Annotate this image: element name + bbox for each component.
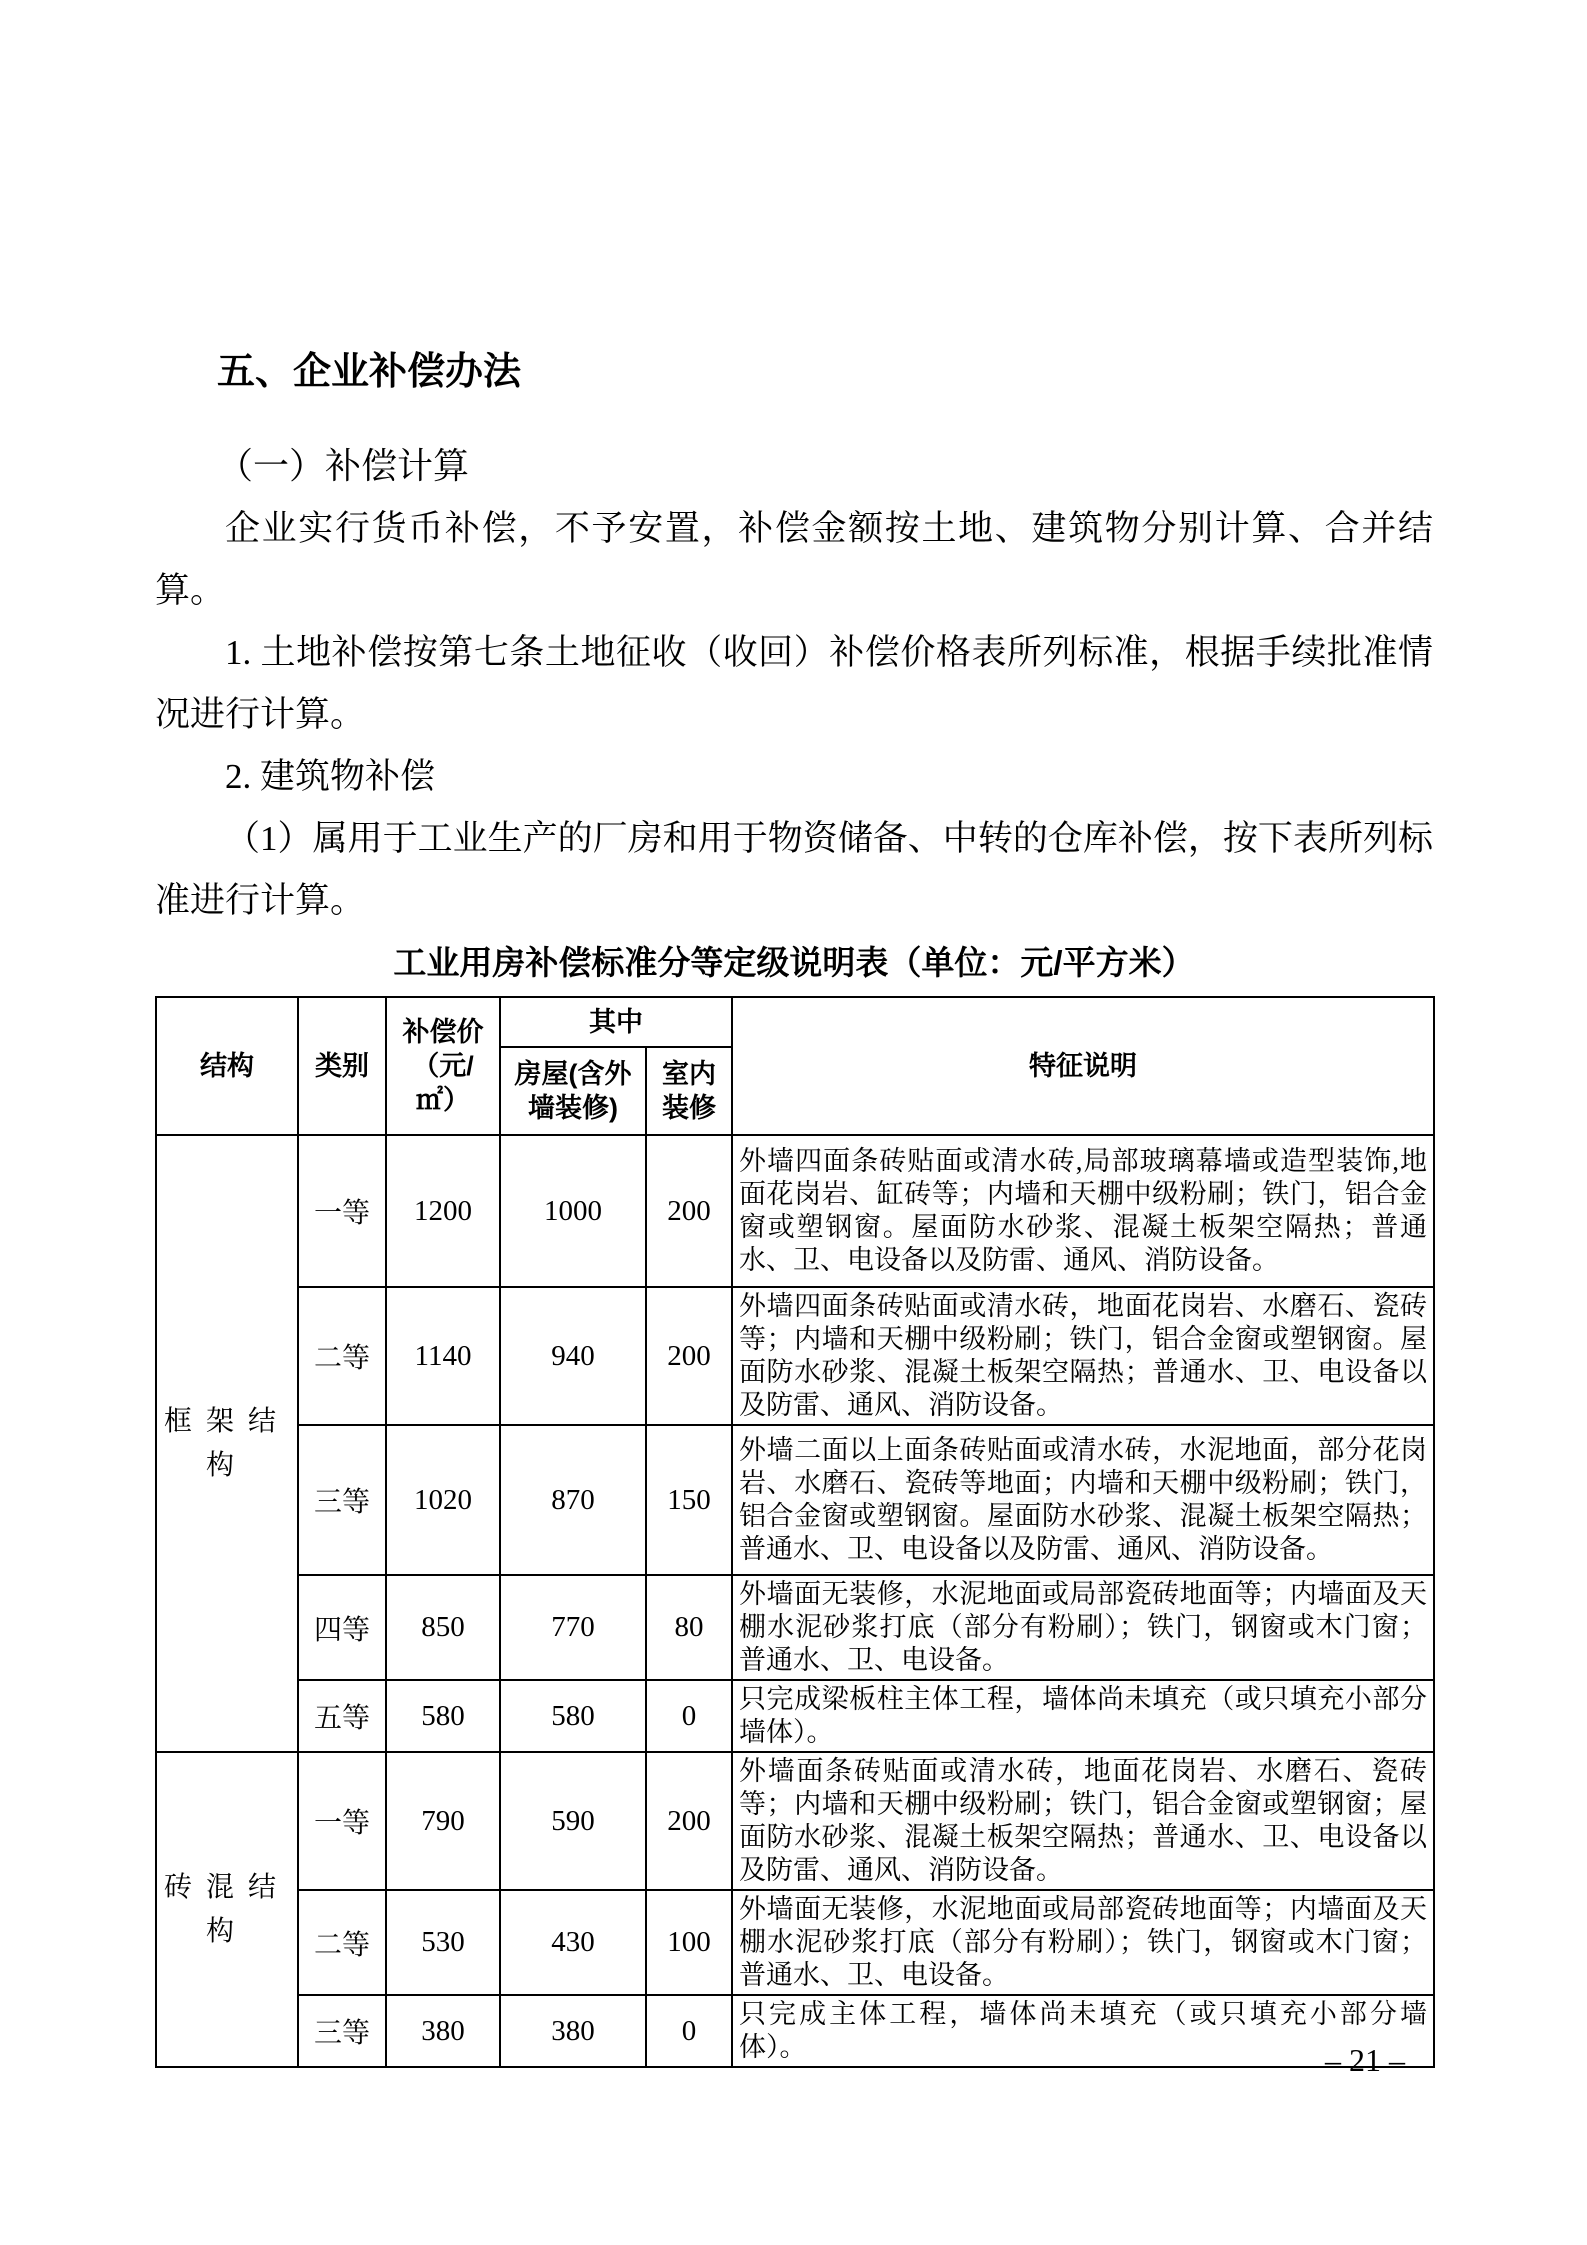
cell-house: 580	[500, 1680, 646, 1752]
cell-house: 380	[500, 1995, 646, 2067]
compensation-table	[155, 996, 1435, 2068]
cell-description: 外墙四面条砖贴面或清水砖，地面花岗岩、水磨石、瓷砖等；内墙和天棚中级粉刷；铁门，铝合金窗或塑钢窗。屋面防水砂浆、混凝土板架空隔热；普通水、卫、电设备以及防雷、通风、消防设备。	[732, 1287, 1434, 1425]
cell-interior: 150	[646, 1425, 732, 1575]
header-house: 房屋(含外墙装修)	[500, 1047, 646, 1135]
table-row	[156, 1287, 1434, 1425]
cell-price: 790	[386, 1752, 500, 1890]
cell-description: 只完成主体工程，墙体尚未填充（或只填充小部分墙体）。	[732, 1995, 1434, 2067]
cell-interior: 0	[646, 1995, 732, 2067]
paragraph-industrial-housing: （1）属用于工业生产的厂房和用于物资储备、中转的仓库补偿，按下表所列标准进行计算。	[155, 819, 1433, 920]
cell-house: 590	[500, 1752, 646, 1890]
cell-interior: 200	[646, 1287, 732, 1425]
cell-structure-brick: 砖混结构	[156, 1752, 298, 2067]
cell-grade: 一等	[298, 1752, 386, 1890]
document-body	[155, 340, 1433, 2068]
table-row	[156, 1575, 1434, 1680]
cell-price: 850	[386, 1575, 500, 1680]
header-structure: 结构	[156, 997, 298, 1135]
cell-price: 580	[386, 1680, 500, 1752]
cell-price: 530	[386, 1890, 500, 1995]
header-features: 特征说明	[732, 997, 1434, 1135]
cell-price: 1140	[386, 1287, 500, 1425]
cell-description: 外墙面无装修，水泥地面或局部瓷砖地面等；内墙面及天棚水泥砂浆打底（部分有粉刷）；铁门，钢窗或木门窗；普通水、卫、电设备。	[732, 1575, 1434, 1680]
cell-interior: 100	[646, 1890, 732, 1995]
cell-grade: 三等	[298, 1995, 386, 2067]
header-interior: 室内装修	[646, 1047, 732, 1135]
cell-house: 870	[500, 1425, 646, 1575]
section-heading: 五、企业补偿办法	[217, 351, 522, 393]
cell-house: 1000	[500, 1135, 646, 1287]
cell-house: 430	[500, 1890, 646, 1995]
cell-grade: 五等	[298, 1680, 386, 1752]
cell-grade: 二等	[298, 1890, 386, 1995]
table-row	[156, 1752, 1434, 1890]
cell-house: 770	[500, 1575, 646, 1680]
cell-interior: 200	[646, 1752, 732, 1890]
page-number: – 21 –	[1325, 2042, 1405, 2078]
table-header-row-1	[156, 997, 1434, 1047]
cell-price: 1020	[386, 1425, 500, 1575]
cell-grade: 一等	[298, 1135, 386, 1287]
header-price: 补偿价（元/㎡）	[386, 997, 500, 1135]
cell-grade: 二等	[298, 1287, 386, 1425]
cell-description: 只完成梁板柱主体工程，墙体尚未填充（或只填充小部分墙体）。	[732, 1680, 1434, 1752]
cell-description: 外墙四面条砖贴面或清水砖,局部玻璃幕墙或造型装饰,地面花岗岩、缸砖等；内墙和天棚中级粉刷；铁门，铝合金窗或塑钢窗。屋面防水砂浆、混凝土板架空隔热；普通水、卫、电设备以及防雷、通风、消防设备。	[732, 1135, 1434, 1287]
cell-description: 外墙面无装修，水泥地面或局部瓷砖地面等；内墙面及天棚水泥砂浆打底（部分有粉刷）；铁门，钢窗或木门窗；普通水、卫、电设备。	[732, 1890, 1434, 1995]
cell-description: 外墙面条砖贴面或清水砖，地面花岗岩、水磨石、瓷砖等；内墙和天棚中级粉刷；铁门，铝合金窗或塑钢窗；屋面防水砂浆、混凝土板架空隔热；普通水、卫、电设备以及防雷、通风、消防设备。	[732, 1752, 1434, 1890]
cell-interior: 80	[646, 1575, 732, 1680]
cell-structure-frame: 框架结构	[156, 1135, 298, 1752]
table-row	[156, 1995, 1434, 2067]
header-category: 类别	[298, 997, 386, 1135]
cell-price: 1200	[386, 1135, 500, 1287]
table-row	[156, 1680, 1434, 1752]
cell-grade: 四等	[298, 1575, 386, 1680]
sub-heading: （一）补偿计算	[217, 446, 470, 486]
paragraph-building-compensation: 2. 建筑物补偿	[225, 757, 436, 796]
cell-price: 380	[386, 1995, 500, 2067]
paragraph-land-compensation: 1. 土地补偿按第七条土地征收（收回）补偿价格表所列标准，根据手续批准情况进行计算。	[155, 633, 1433, 734]
header-among: 其中	[500, 997, 732, 1047]
cell-house: 940	[500, 1287, 646, 1425]
table-row	[156, 1890, 1434, 1995]
table-row	[156, 1425, 1434, 1575]
cell-interior: 0	[646, 1680, 732, 1752]
cell-interior: 200	[646, 1135, 732, 1287]
paragraph-compensation-method: 企业实行货币补偿，不予安置，补偿金额按土地、建筑物分别计算、合并结算。	[155, 509, 1433, 610]
table-title: 工业用房补偿标准分等定级说明表（单位：元/平方米）	[393, 944, 1195, 981]
cell-grade: 三等	[298, 1425, 386, 1575]
cell-description: 外墙二面以上面条砖贴面或清水砖，水泥地面，部分花岗岩、水磨石、瓷砖等地面；内墙和天棚中级粉刷；铁门，铝合金窗或塑钢窗。屋面防水砂浆、混凝土板架空隔热；普通水、卫、电设备以及防雷、通风、消防设备。	[732, 1425, 1434, 1575]
table-row	[156, 1135, 1434, 1287]
